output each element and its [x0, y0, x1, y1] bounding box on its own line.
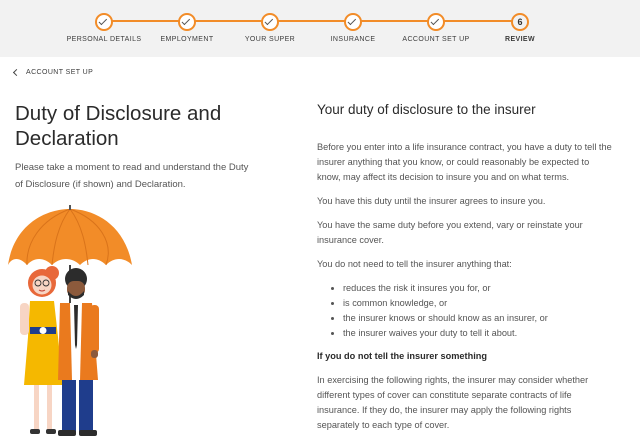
list-item: • the insurer waives your duty to tell it about. — [343, 326, 612, 341]
list-item: • is common knowledge, or — [343, 296, 612, 311]
exceptions-list — [317, 281, 612, 341]
disclosure-paragraph: You have this duty until the insurer agrees to insure you. — [317, 196, 546, 206]
disclosure-paragraph: Before you enter into a life insurance contract, you have a duty to tell the insurer anything that you know, or could reasonably be expected to know, may affect its decision to insure you and on what terms. — [317, 142, 612, 182]
disclosure-paragraph: You have the same duty before you extend, vary or reinstate your insurance cover. — [317, 220, 583, 245]
step-label: YOUR SUPER — [244, 36, 296, 43]
progress-stepper — [0, 0, 640, 57]
list-item: • reduces the risk it insures you for, or — [343, 281, 612, 296]
step-label: PERSONAL DETAILS — [66, 36, 142, 43]
check-icon — [344, 13, 362, 31]
chevron-left-icon — [13, 69, 20, 76]
check-icon — [427, 13, 445, 31]
page-intro: Please take a moment to read and understand the Duty of Disclosure (if shown) and Declaration. — [15, 162, 249, 190]
back-link-label: ACCOUNT SET UP — [26, 69, 94, 76]
check-icon — [95, 13, 113, 31]
disclosure-content — [317, 101, 612, 442]
step-label: INSURANCE — [330, 36, 376, 43]
page-title: Duty of Disclosure and Declaration — [15, 102, 222, 150]
step-label: ACCOUNT SET UP — [402, 36, 470, 43]
step-label: REVIEW — [504, 36, 535, 43]
step-review — [465, 13, 575, 43]
non-disclosure-subheading: If you do not tell the insurer something — [317, 351, 487, 361]
step-label: EMPLOYMENT — [160, 36, 214, 43]
list-item: • the insurer knows or should know as an insurer, or — [343, 311, 612, 326]
disclosure-paragraph: You do not need to tell the insurer anything that: — [317, 259, 512, 269]
check-icon — [261, 13, 279, 31]
step-number: 6 — [511, 13, 529, 31]
disclosure-heading: Your duty of disclosure to the insurer — [317, 102, 536, 117]
back-link[interactable] — [14, 69, 93, 76]
disclosure-paragraph: In exercising the following rights, the insurer may consider whether different types of cover can constitute separate contracts of life insurance. If they do, the insurer may apply the following rights separately to each type of cover. — [317, 375, 589, 430]
check-icon — [178, 13, 196, 31]
umbrella-couple-illustration — [0, 205, 140, 443]
